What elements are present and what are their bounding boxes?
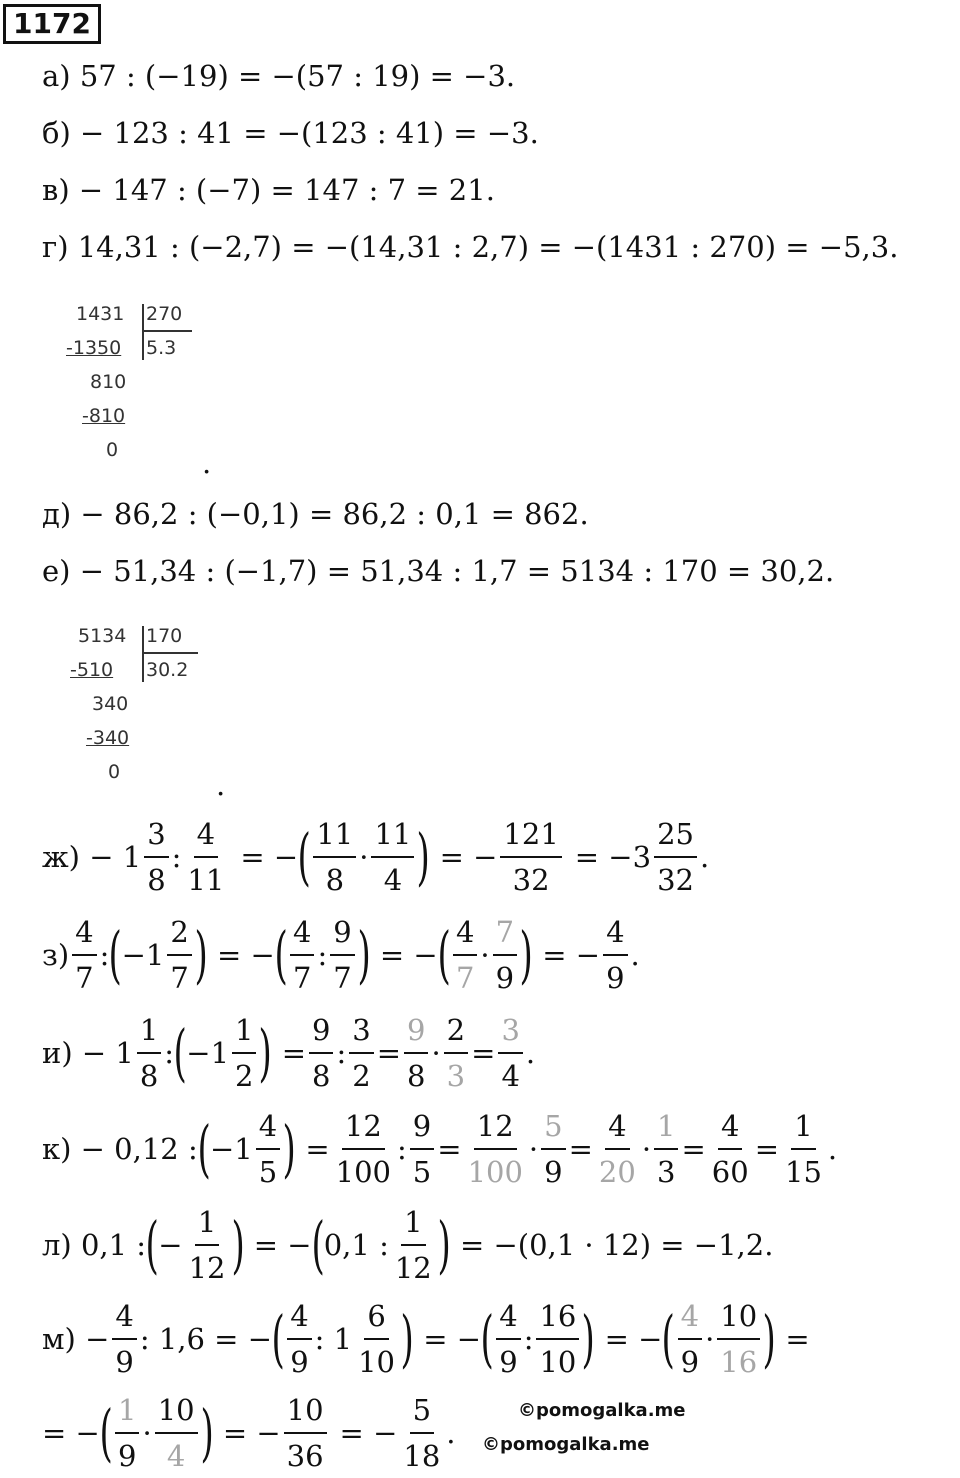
math-token: 9 [499,1345,518,1379]
math-token: 10 [155,1388,198,1434]
math-token: −1 [209,1132,253,1166]
math-token: 4 [605,1104,629,1150]
parenthesis: ( [480,1302,494,1375]
math-token: = − [216,938,275,972]
math-token: 5 [541,1104,565,1150]
watermark-1: ©pomogalka.me [518,1400,686,1421]
fraction [603,910,627,1000]
math-token: 12 [342,1104,385,1150]
math-token: 8 [139,1059,159,1093]
math-token: 16 [720,1345,758,1379]
line-b: б) − 123 : 41 = −(123 : 41) = −3. [42,116,539,150]
parenthesis: ) [230,1208,245,1281]
fraction [330,910,354,1000]
math-token: · [480,938,490,972]
fraction [186,1200,229,1290]
fraction [349,1008,373,1098]
zh-label: ж) − 1 [42,840,142,874]
ld2-rem2: 0 [108,761,121,783]
zh-frac5 [500,812,561,902]
math-token: : [523,1322,534,1356]
math-token: 4 [166,1439,186,1473]
math-token: = − [253,1228,312,1262]
math-token: 4 [383,863,403,897]
ld1-quotient: 5.3 [146,337,177,359]
math-token: 100 [467,1155,523,1189]
math-token: 11 [313,812,356,858]
fraction [72,910,96,1000]
parenthesis: ( [437,918,451,991]
math-token: = − [379,938,438,972]
math-token: : 1 [314,1322,353,1356]
ld1-sub1: -1350 [66,337,122,359]
ld2-dividend: 5134 [78,625,127,647]
fraction [654,1104,678,1194]
math-token: = − [240,840,299,874]
math-token: 18 [403,1439,441,1473]
parenthesis: ) [357,918,371,991]
math-token: . [525,1036,536,1070]
zh-frac2 [184,812,227,902]
math-token: 9 [404,1008,428,1054]
math-token: 10 [358,1345,396,1379]
math-token: 4 [718,1104,742,1150]
exercise-number: 1172 [3,4,101,44]
fraction [232,1008,256,1098]
parenthesis: ( [274,918,288,991]
math-token: = − [542,938,601,972]
parenthesis: ) [200,1396,214,1469]
math-token: 20 [598,1155,636,1189]
math-token: . [630,938,640,972]
math-token: 7 [493,910,517,956]
fraction [400,1388,443,1478]
math-token: 6 [364,1294,388,1340]
fraction [709,1104,752,1194]
math-token: · [705,1322,715,1356]
parenthesis: ) [258,1016,273,1089]
math-token: 15 [785,1155,822,1189]
math-token: 7 [293,961,312,995]
math-token: 9 [680,1345,700,1379]
math-token: 3 [446,1059,466,1093]
math-token: 60 [711,1155,749,1189]
math-token: 9 [290,1345,309,1379]
math-token: 8 [147,863,166,897]
fraction [496,1294,520,1384]
watermark-2: ©pomogalka.me [482,1434,650,1455]
math-token: 11 [187,863,225,897]
fraction [453,910,477,1000]
ld1-sub2: -810 [82,405,126,427]
parenthesis: ) [400,1302,414,1375]
ld1-hbar [142,330,192,332]
math-token: 12 [394,1251,432,1285]
math-token: : [336,1036,347,1070]
line-zh [42,812,709,902]
math-token: · [359,840,369,874]
zh-frac1 [144,812,168,902]
math-token: 1 [232,1008,256,1054]
math-token: = − [339,1416,398,1450]
math-token: 9 [115,1345,134,1379]
zh-frac4 [371,812,414,902]
math-token: 1 [654,1104,678,1150]
parenthesis: ( [99,1396,113,1469]
math-token: 9 [118,1439,137,1473]
math-token: . [827,1132,838,1166]
fraction [782,1104,825,1194]
fraction [404,1008,428,1098]
math-token: 10 [717,1294,760,1340]
math-token: 4 [603,910,627,956]
ld2-sub1: -510 [70,659,114,681]
ld2-vbar [142,626,144,682]
math-token: : [99,938,110,972]
math-token: 2 [167,910,191,956]
math-token: = [785,1322,810,1356]
math-token: 100 [335,1155,392,1189]
math-token: 32 [657,863,694,897]
math-token: 11 [371,812,414,858]
long-division-2 [60,624,230,794]
math-token: 1 [137,1008,161,1054]
math-token: · [142,1416,152,1450]
math-token: 7 [455,961,475,995]
line-i [42,1008,535,1098]
math-token: 25 [654,812,697,858]
l-label: л) 0,1 : [42,1228,147,1262]
fraction [137,1008,161,1098]
fraction [410,1104,434,1194]
ld1-dividend: 1431 [76,303,125,325]
fraction [112,1294,136,1384]
math-token: 5 [410,1388,434,1434]
math-token: : 1,6 = − [139,1322,272,1356]
fraction [309,1008,333,1098]
math-token: 1 [195,1200,219,1246]
math-token: 8 [325,863,345,897]
math-token: 1 [791,1104,815,1150]
math-token: 32 [512,863,550,897]
ld2-divisor: 170 [146,625,183,647]
parenthesis: ) [282,1112,296,1185]
math-token: −1 [186,1036,230,1070]
math-token: : [164,1036,175,1070]
math-token: 5 [258,1155,278,1189]
math-token: 16 [536,1294,579,1340]
math-token: 3 [144,812,168,858]
math-token: 0,1 : [323,1228,389,1262]
math-token: 12 [188,1251,226,1285]
math-token: 4 [256,1104,280,1150]
ld1-divisor: 270 [146,303,183,325]
i-label: и) − 1 [42,1036,134,1070]
fraction [444,1008,468,1098]
math-token: = − [222,1416,281,1450]
fraction [333,1104,394,1194]
ld1-rem1: 810 [90,371,127,393]
fraction [355,1294,398,1384]
fraction [290,910,314,1000]
math-token: 3 [498,1008,522,1054]
fraction [465,1104,526,1194]
math-token: 121 [500,812,561,858]
math-token: : [171,840,182,874]
line-e: е) − 51,34 : (−1,7) = 51,34 : 1,7 = 5134 : 170 = 30,2. [42,554,835,588]
fraction [498,1008,522,1098]
ld2-sub2: -340 [86,727,130,749]
line-m-cont [42,1388,456,1478]
math-token: 2 [352,1059,371,1093]
zh-frac3 [313,812,356,902]
parenthesis: ( [108,918,123,991]
math-token: 4 [501,1059,520,1093]
fraction [284,1388,327,1478]
parenthesis: ( [145,1208,159,1281]
fraction [392,1200,435,1290]
math-token: −1 [121,938,165,972]
math-token: 4 [287,1294,311,1340]
line-g: г) 14,31 : (−2,7) = −(14,31 : 2,7) = −(1431 : 270) = −5,3. [42,230,899,264]
math-token: : [397,1132,407,1166]
fraction [256,1104,280,1194]
math-token: = [376,1036,401,1070]
math-token: = − [439,840,498,874]
ld2-rem1: 340 [92,693,129,715]
math-token: 9 [495,961,515,995]
math-token: 9 [330,910,354,956]
ld1-rem2: 0 [106,439,119,461]
math-token: 2 [235,1059,254,1093]
line-a: а) 57 : (−19) = −(57 : 19) = −3. [42,59,516,93]
parenthesis: ( [271,1302,285,1375]
fraction [287,1294,311,1384]
math-token: = [681,1132,706,1166]
parenthesis: ( [197,1112,211,1185]
math-token: : [317,938,328,972]
math-token: 9 [410,1104,434,1150]
fraction [596,1104,639,1194]
m-label: м) − [42,1322,110,1356]
line-d: д) − 86,2 : (−0,1) = 86,2 : 0,1 = 862. [42,497,589,531]
math-token: 9 [544,1155,563,1189]
math-token: · [641,1132,652,1166]
math-token: 4 [290,910,314,956]
math-token: = [568,1132,593,1166]
line-k [42,1104,837,1194]
ld1-dot: . [202,446,212,480]
parenthesis: ) [194,918,208,991]
math-token: 10 [539,1345,577,1379]
math-token: = [281,1036,306,1070]
math-token: 4 [194,812,218,858]
math-token: 7 [333,961,352,995]
math-token: = [305,1132,330,1166]
math-token: 36 [286,1439,324,1473]
math-token: 8 [407,1059,426,1093]
math-token: = −3 [574,840,652,874]
math-token: = [437,1132,462,1166]
math-token: 4 [112,1294,136,1340]
parenthesis: ( [297,820,311,893]
math-token: 1 [115,1388,139,1434]
fraction [717,1294,760,1384]
math-token: 9 [606,961,625,995]
math-token: · [431,1036,441,1070]
math-token: · [528,1132,539,1166]
long-division-1 [60,302,220,472]
ld2-hbar [142,652,198,654]
ld2-quotient: 30.2 [146,659,189,681]
math-token: = − [423,1322,482,1356]
math-token: − [158,1228,183,1262]
line-z [42,910,640,1000]
parenthesis: ) [416,820,431,893]
parenthesis: ) [762,1302,776,1375]
fraction [536,1294,579,1384]
math-token: 5 [412,1155,432,1189]
line-v: в) − 147 : (−7) = 147 : 7 = 21. [42,173,495,207]
math-token: 12 [474,1104,517,1150]
z-label: з) [42,938,70,972]
math-token: 4 [72,910,96,956]
fraction [167,910,191,1000]
math-token: 4 [453,910,477,956]
math-token: = [471,1036,496,1070]
parenthesis: ) [519,918,533,991]
fraction [155,1388,198,1478]
math-token: 1 [401,1200,425,1246]
math-token: 4 [496,1294,520,1340]
math-token: = −(0,1 · 12) = −1,2. [459,1228,774,1262]
math-token: 3 [657,1155,676,1189]
math-token: = [754,1132,780,1166]
parenthesis: ) [581,1302,596,1375]
math-token: 3 [349,1008,373,1054]
fraction [678,1294,702,1384]
fraction [493,910,517,1000]
parenthesis: ( [173,1016,187,1089]
math-token: . [699,840,710,874]
ld1-vbar [142,304,144,360]
math-token: = − [604,1322,663,1356]
math-token: 10 [284,1388,327,1434]
ld2-dot: . [216,768,226,802]
math-token: . [446,1416,456,1450]
math-token: 9 [309,1008,333,1054]
line-l [42,1200,773,1290]
fraction [541,1104,565,1194]
math-token: 7 [75,961,94,995]
zh-frac6 [654,812,697,902]
fraction [115,1388,139,1478]
parenthesis: ( [661,1302,676,1375]
math-token: 4 [678,1294,702,1340]
math-token: 7 [170,961,189,995]
math-token: 8 [312,1059,331,1093]
parenthesis: ) [437,1208,451,1281]
math-token: = − [42,1416,100,1450]
line-m [42,1294,810,1384]
math-token: 2 [444,1008,468,1054]
parenthesis: ( [310,1208,325,1281]
k-label: к) − 0,12 : [42,1132,198,1166]
